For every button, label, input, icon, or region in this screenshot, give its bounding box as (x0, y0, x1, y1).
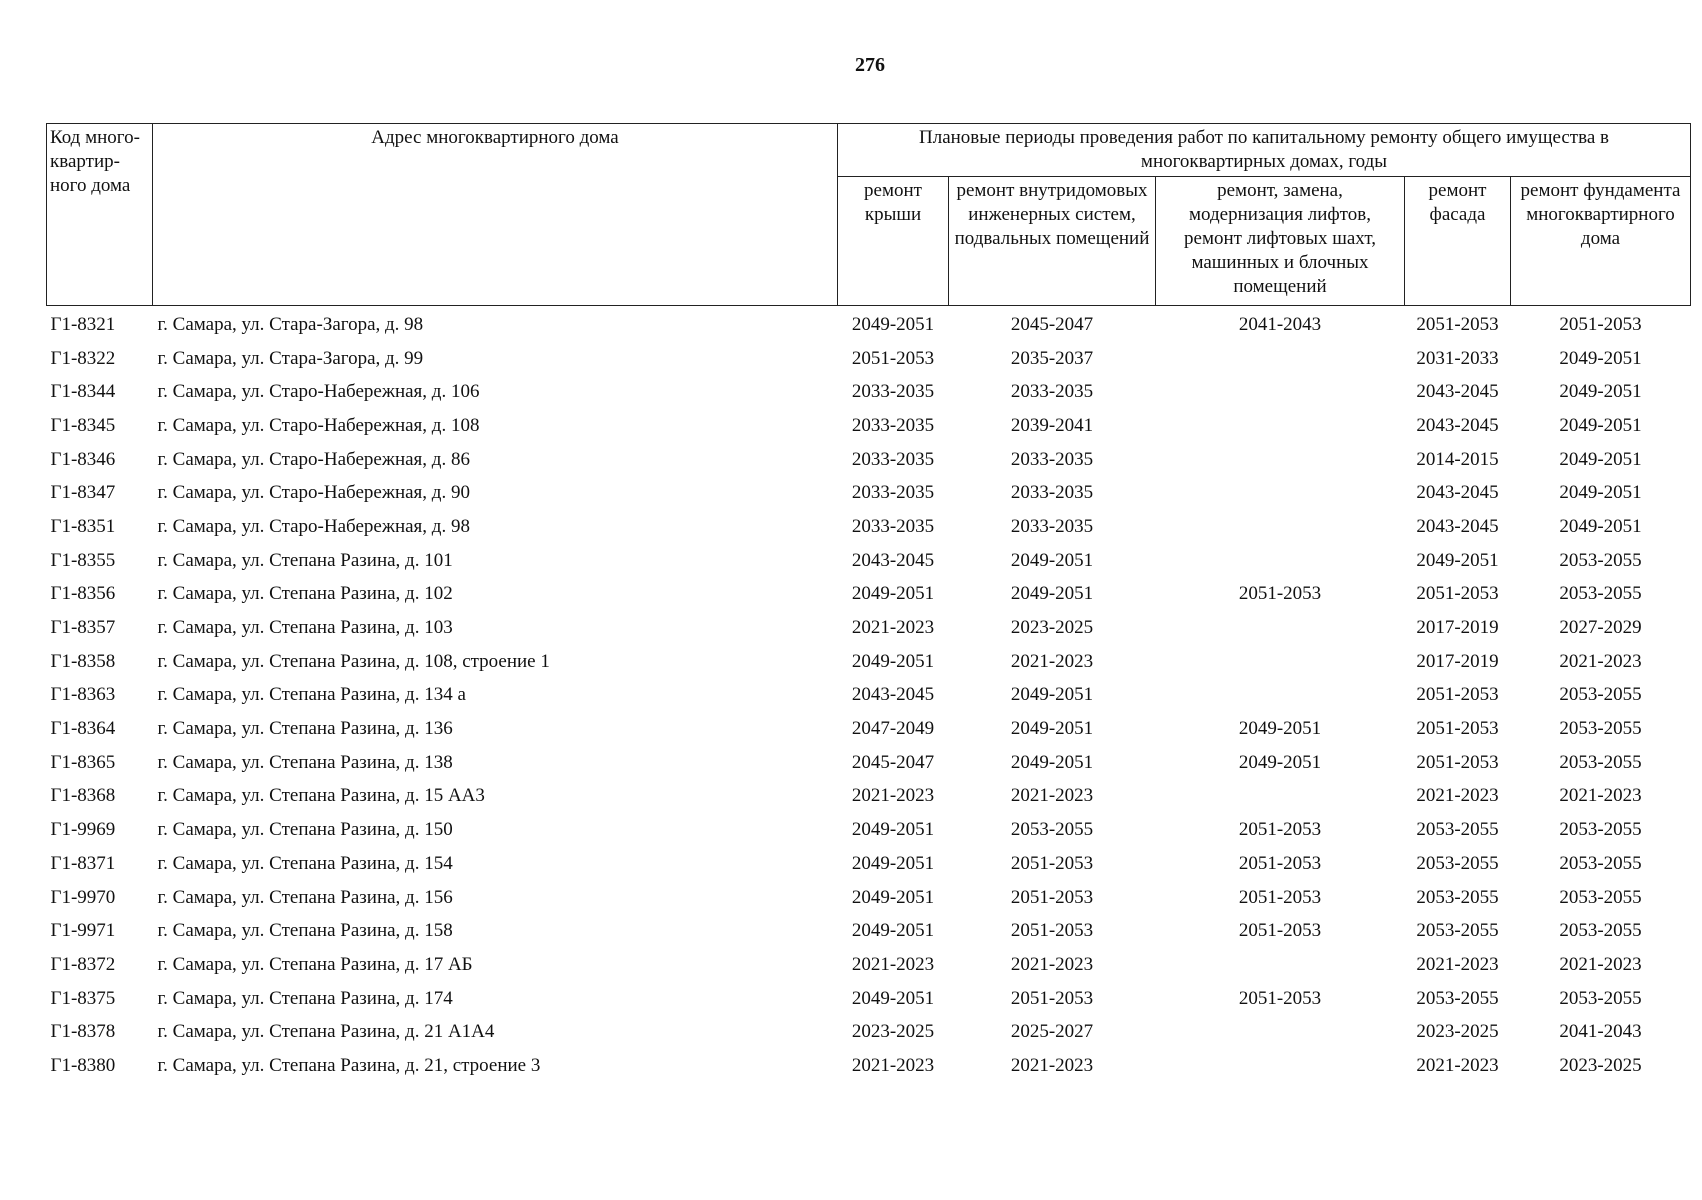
cell-lift (1156, 679, 1405, 713)
table-row (47, 780, 1691, 814)
cell-facade: 2051-2053 (1416, 583, 1499, 605)
table-header (47, 124, 1691, 306)
cell-code: Г1-8344 (50, 381, 116, 403)
cell-engineering: 2049-2051 (1010, 751, 1094, 773)
table-row (47, 645, 1691, 679)
repair-schedule-table (46, 123, 1691, 1083)
cell-foundation: 2021-2023 (1559, 650, 1642, 672)
cell-code: Г1-8368 (50, 785, 116, 807)
table-row (47, 510, 1691, 544)
cell-roof: 2033-2035 (851, 482, 935, 504)
header-code: Код много-квартир-ного дома (47, 124, 153, 306)
cell-engineering: 2039-2041 (1010, 414, 1094, 436)
cell-roof: 2023-2025 (851, 1021, 935, 1043)
cell-foundation: 2053-2055 (1559, 583, 1642, 605)
cell-foundation: 2053-2055 (1559, 684, 1642, 706)
cell-lift: 2051-2053 (1238, 819, 1322, 841)
cell-engineering: 2051-2053 (1010, 852, 1094, 874)
cell-facade: 2021-2023 (1416, 1054, 1499, 1076)
header-planned-periods: Плановые периоды проведения работ по капитальному ремонту общего имущества в многоквартирных домах, годы (838, 124, 1691, 177)
cell-facade: 2053-2055 (1416, 886, 1499, 908)
cell-facade: 2014-2015 (1416, 448, 1499, 470)
cell-address: г. Самара, ул. Старо-Набережная, д. 86 (157, 448, 470, 470)
header-foundation: ремонт фундамента многоквартирного дома (1511, 177, 1691, 306)
cell-foundation: 2053-2055 (1559, 718, 1642, 740)
cell-engineering: 2021-2023 (1010, 1054, 1094, 1076)
cell-lift: 2041-2043 (1238, 313, 1322, 335)
cell-lift (1156, 611, 1405, 645)
cell-code: Г1-8358 (50, 650, 116, 672)
cell-address: г. Самара, ул. Степана Разина, д. 154 (157, 852, 453, 874)
cell-lift: 2049-2051 (1238, 718, 1322, 740)
table-row (47, 544, 1691, 578)
cell-address: г. Самара, ул. Степана Разина, д. 108, строение 1 (157, 650, 550, 672)
cell-roof: 2033-2035 (851, 515, 935, 537)
cell-code: Г1-8371 (50, 852, 116, 874)
header-facade: ремонт фасада (1405, 177, 1511, 306)
cell-foundation: 2049-2051 (1559, 482, 1642, 504)
cell-code: Г1-8322 (50, 347, 116, 369)
table-row (47, 982, 1691, 1016)
cell-address: г. Самара, ул. Стара-Загора, д. 99 (157, 347, 424, 369)
cell-address: г. Самара, ул. Степана Разина, д. 102 (157, 583, 453, 605)
cell-roof: 2021-2023 (851, 1054, 935, 1076)
cell-roof: 2049-2051 (851, 886, 935, 908)
cell-engineering: 2049-2051 (1010, 684, 1094, 706)
cell-facade: 2051-2053 (1416, 313, 1499, 335)
cell-foundation: 2053-2055 (1559, 852, 1642, 874)
cell-lift: 2051-2053 (1238, 886, 1322, 908)
table-row (47, 1049, 1691, 1083)
cell-roof: 2045-2047 (851, 751, 935, 773)
cell-engineering: 2021-2023 (1010, 953, 1094, 975)
cell-code: Г1-8357 (50, 617, 116, 639)
header-address: Адрес многоквартирного дома (153, 124, 838, 306)
cell-facade: 2053-2055 (1416, 987, 1499, 1009)
cell-facade: 2023-2025 (1416, 1021, 1499, 1043)
cell-foundation: 2053-2055 (1559, 987, 1642, 1009)
cell-address: г. Самара, ул. Старо-Набережная, д. 108 (157, 414, 480, 436)
cell-engineering: 2023-2025 (1010, 617, 1094, 639)
cell-engineering: 2051-2053 (1010, 886, 1094, 908)
cell-code: Г1-8380 (50, 1054, 116, 1076)
cell-engineering: 2035-2037 (1010, 347, 1094, 369)
cell-facade: 2051-2053 (1416, 684, 1499, 706)
cell-roof: 2021-2023 (851, 953, 935, 975)
cell-address: г. Самара, ул. Степана Разина, д. 150 (157, 819, 453, 841)
cell-address: г. Самара, ул. Степана Разина, д. 15 АА3 (157, 785, 485, 807)
cell-roof: 2033-2035 (851, 414, 935, 436)
cell-lift (1156, 409, 1405, 443)
cell-address: г. Самара, ул. Степана Разина, д. 17 АБ (157, 953, 473, 975)
cell-code: Г1-8378 (50, 1021, 116, 1043)
cell-lift (1156, 443, 1405, 477)
cell-foundation: 2023-2025 (1559, 1054, 1642, 1076)
cell-roof: 2033-2035 (851, 448, 935, 470)
cell-facade: 2043-2045 (1416, 414, 1499, 436)
cell-roof: 2049-2051 (851, 313, 935, 335)
cell-roof: 2049-2051 (851, 819, 935, 841)
cell-address: г. Самара, ул. Степана Разина, д. 134 а (157, 684, 466, 706)
cell-foundation: 2049-2051 (1559, 448, 1642, 470)
cell-roof: 2043-2045 (851, 684, 935, 706)
cell-engineering: 2051-2053 (1010, 920, 1094, 942)
table-row (47, 306, 1691, 342)
cell-engineering: 2045-2047 (1010, 313, 1094, 335)
cell-lift (1156, 1049, 1405, 1083)
cell-roof: 2021-2023 (851, 785, 935, 807)
cell-address: г. Самара, ул. Степана Разина, д. 21, строение 3 (157, 1054, 541, 1076)
cell-foundation: 2053-2055 (1559, 751, 1642, 773)
cell-facade: 2051-2053 (1416, 718, 1499, 740)
cell-roof: 2047-2049 (851, 718, 935, 740)
cell-foundation: 2049-2051 (1559, 414, 1642, 436)
cell-engineering: 2053-2055 (1010, 819, 1094, 841)
cell-address: г. Самара, ул. Степана Разина, д. 101 (157, 549, 453, 571)
cell-engineering: 2025-2027 (1010, 1021, 1094, 1043)
cell-engineering: 2049-2051 (1010, 583, 1094, 605)
cell-roof: 2051-2053 (851, 347, 935, 369)
table-row (47, 712, 1691, 746)
cell-lift (1156, 1015, 1405, 1049)
cell-engineering: 2049-2051 (1010, 549, 1094, 571)
cell-foundation: 2049-2051 (1559, 515, 1642, 537)
cell-foundation: 2027-2029 (1559, 617, 1642, 639)
table-body (47, 306, 1691, 1083)
cell-facade: 2053-2055 (1416, 852, 1499, 874)
table-row (47, 578, 1691, 612)
cell-foundation: 2053-2055 (1559, 920, 1642, 942)
cell-code: Г1-8351 (50, 515, 116, 537)
cell-lift (1156, 476, 1405, 510)
cell-facade: 2031-2033 (1416, 347, 1499, 369)
cell-engineering: 2033-2035 (1010, 482, 1094, 504)
table-row (47, 847, 1691, 881)
cell-code: Г1-8345 (50, 414, 116, 436)
cell-roof: 2033-2035 (851, 381, 935, 403)
cell-lift: 2051-2053 (1238, 920, 1322, 942)
cell-facade: 2043-2045 (1416, 381, 1499, 403)
table-row (47, 476, 1691, 510)
cell-roof: 2049-2051 (851, 650, 935, 672)
table-row (47, 443, 1691, 477)
cell-code: Г1-9970 (50, 886, 116, 908)
cell-code: Г1-8364 (50, 718, 116, 740)
cell-engineering: 2049-2051 (1010, 718, 1094, 740)
cell-code: Г1-8375 (50, 987, 116, 1009)
cell-address: г. Самара, ул. Старо-Набережная, д. 98 (157, 515, 470, 537)
cell-facade: 2017-2019 (1416, 617, 1499, 639)
cell-address: г. Самара, ул. Старо-Набережная, д. 90 (157, 482, 470, 504)
cell-lift: 2051-2053 (1238, 852, 1322, 874)
cell-lift (1156, 375, 1405, 409)
cell-facade: 2021-2023 (1416, 785, 1499, 807)
table-row (47, 881, 1691, 915)
cell-foundation: 2049-2051 (1559, 381, 1642, 403)
table-row (47, 746, 1691, 780)
cell-lift: 2049-2051 (1238, 751, 1322, 773)
cell-facade: 2053-2055 (1416, 819, 1499, 841)
cell-roof: 2043-2045 (851, 549, 935, 571)
cell-code: Г1-8356 (50, 583, 116, 605)
cell-foundation: 2041-2043 (1559, 1021, 1642, 1043)
header-lift: ремонт, замена, модернизация лифтов, ремонт лифтовых шахт, машинных и блочных помещений (1156, 177, 1405, 306)
cell-code: Г1-9969 (50, 819, 116, 841)
cell-engineering: 2021-2023 (1010, 785, 1094, 807)
cell-facade: 2049-2051 (1416, 549, 1499, 571)
table-row (47, 375, 1691, 409)
table-row (47, 914, 1691, 948)
cell-roof: 2049-2051 (851, 987, 935, 1009)
cell-code: Г1-9971 (50, 920, 116, 942)
cell-roof: 2049-2051 (851, 920, 935, 942)
cell-foundation: 2021-2023 (1559, 785, 1642, 807)
cell-code: Г1-8365 (50, 751, 116, 773)
cell-foundation: 2053-2055 (1559, 819, 1642, 841)
cell-address: г. Самара, ул. Степана Разина, д. 156 (157, 886, 453, 908)
cell-lift (1156, 948, 1405, 982)
table-row (47, 342, 1691, 376)
cell-lift (1156, 510, 1405, 544)
cell-engineering: 2021-2023 (1010, 650, 1094, 672)
cell-facade: 2051-2053 (1416, 751, 1499, 773)
cell-code: Г1-8355 (50, 549, 116, 571)
cell-code: Г1-8363 (50, 684, 116, 706)
cell-engineering: 2033-2035 (1010, 381, 1094, 403)
cell-code: Г1-8346 (50, 448, 116, 470)
cell-foundation: 2053-2055 (1559, 886, 1642, 908)
cell-facade: 2053-2055 (1416, 920, 1499, 942)
cell-facade: 2017-2019 (1416, 650, 1499, 672)
cell-code: Г1-8321 (50, 313, 116, 335)
table-row (47, 948, 1691, 982)
table-row (47, 611, 1691, 645)
cell-engineering: 2033-2035 (1010, 515, 1094, 537)
table-row (47, 679, 1691, 713)
cell-facade: 2021-2023 (1416, 953, 1499, 975)
cell-roof: 2021-2023 (851, 617, 935, 639)
cell-code: Г1-8347 (50, 482, 116, 504)
cell-roof: 2049-2051 (851, 852, 935, 874)
cell-lift (1156, 645, 1405, 679)
cell-lift: 2051-2053 (1238, 987, 1322, 1009)
cell-foundation: 2051-2053 (1559, 313, 1642, 335)
cell-lift (1156, 544, 1405, 578)
cell-address: г. Самара, ул. Степана Разина, д. 21 А1А4 (157, 1021, 495, 1043)
table-row (47, 813, 1691, 847)
page-number: 276 (855, 54, 885, 76)
header-roof: ремонт крыши (838, 177, 949, 306)
cell-address: г. Самара, ул. Степана Разина, д. 158 (157, 920, 453, 942)
repair-schedule-table-wrap (46, 123, 1690, 1083)
cell-facade: 2043-2045 (1416, 482, 1499, 504)
cell-foundation: 2053-2055 (1559, 549, 1642, 571)
cell-engineering: 2051-2053 (1010, 987, 1094, 1009)
cell-address: г. Самара, ул. Степана Разина, д. 138 (157, 751, 453, 773)
table-row (47, 1015, 1691, 1049)
cell-lift: 2051-2053 (1238, 583, 1322, 605)
cell-foundation: 2021-2023 (1559, 953, 1642, 975)
cell-address: г. Самара, ул. Степана Разина, д. 136 (157, 718, 453, 740)
cell-address: г. Самара, ул. Степана Разина, д. 174 (157, 987, 453, 1009)
cell-lift (1156, 342, 1405, 376)
cell-lift (1156, 780, 1405, 814)
header-engineering: ремонт внутридомовых инженерных систем, подвальных помещений (949, 177, 1156, 306)
cell-address: г. Самара, ул. Степана Разина, д. 103 (157, 617, 453, 639)
cell-engineering: 2033-2035 (1010, 448, 1094, 470)
cell-address: г. Самара, ул. Стара-Загора, д. 98 (157, 313, 424, 335)
cell-facade: 2043-2045 (1416, 515, 1499, 537)
cell-code: Г1-8372 (50, 953, 116, 975)
table-row (47, 409, 1691, 443)
cell-address: г. Самара, ул. Старо-Набережная, д. 106 (157, 381, 480, 403)
cell-foundation: 2049-2051 (1559, 347, 1642, 369)
cell-roof: 2049-2051 (851, 583, 935, 605)
